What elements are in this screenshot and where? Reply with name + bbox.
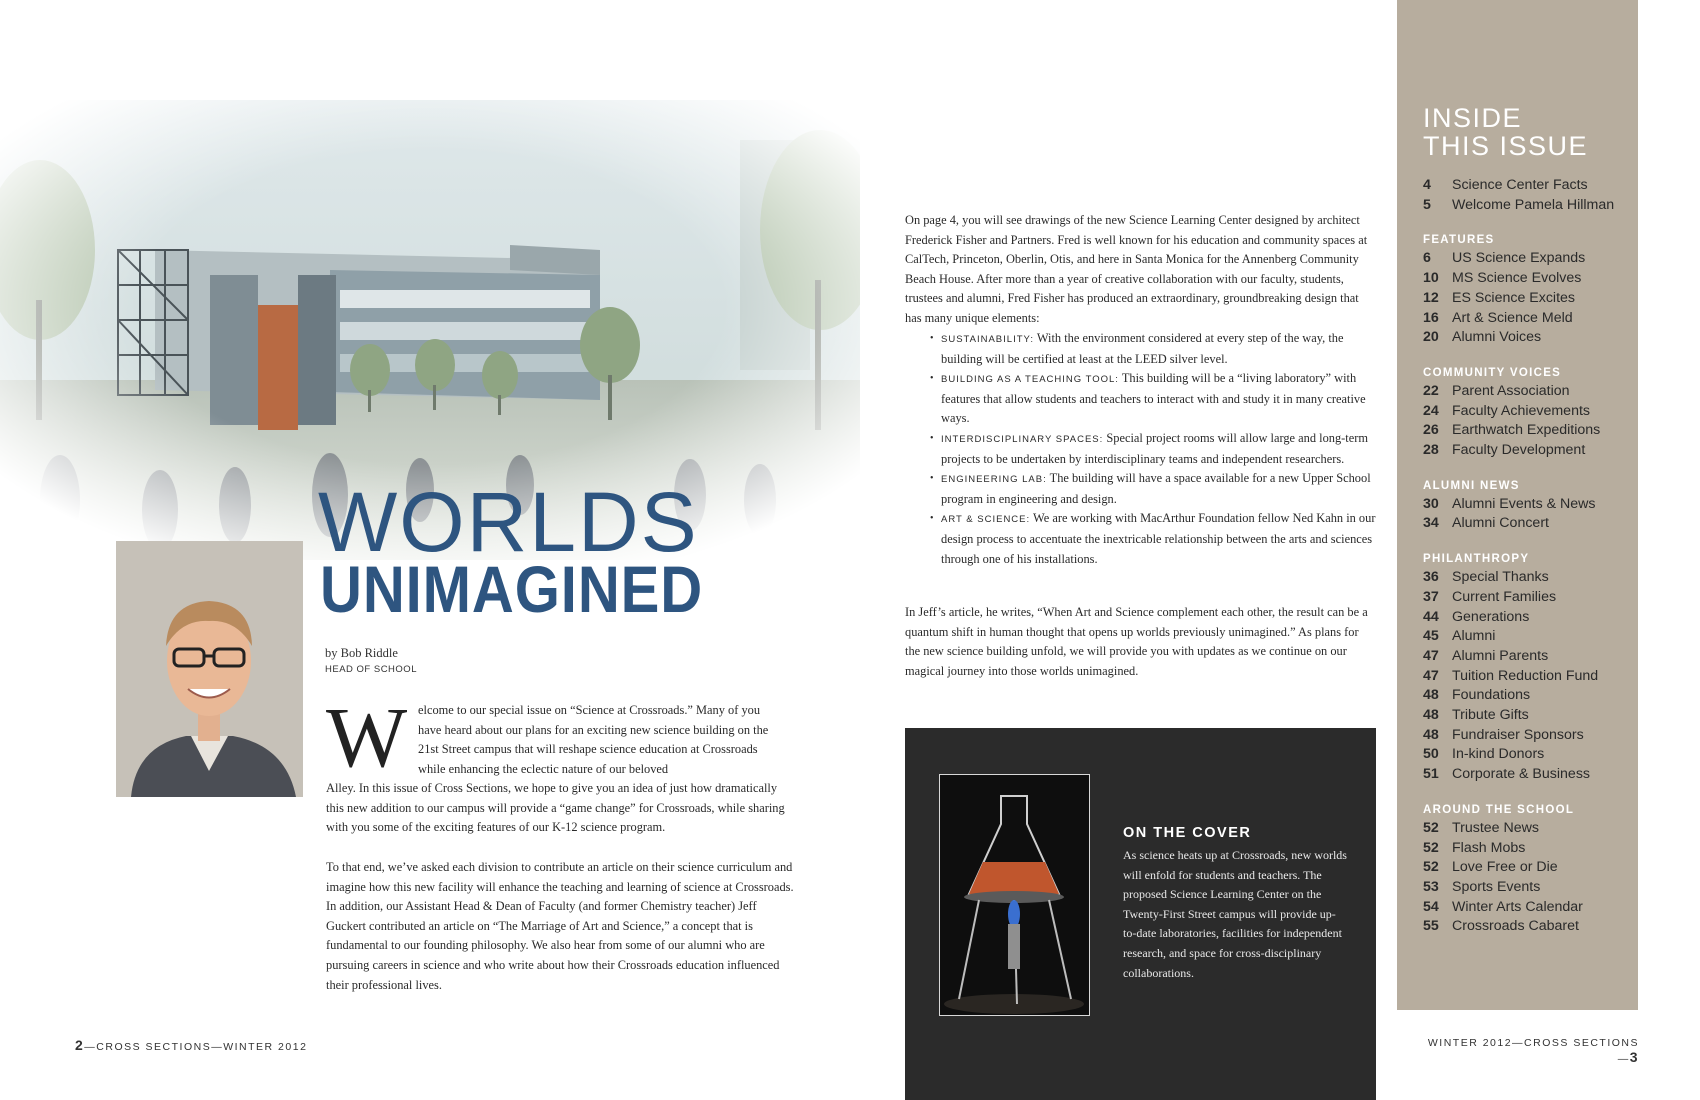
toc-item-title: Alumni Concert — [1452, 515, 1549, 532]
toc-item[interactable] — [1423, 309, 1638, 329]
toc-item-title: MS Science Evolves — [1452, 270, 1582, 287]
toc-item[interactable] — [1423, 765, 1638, 785]
toc-page-number: 20 — [1423, 329, 1439, 346]
toc-item[interactable] — [1423, 495, 1638, 515]
folio-right-text: WINTER 2012—CROSS SECTIONS— — [1427, 1037, 1639, 1065]
toc-section-heading: ALUMNI NEWS — [1423, 479, 1520, 492]
toc-page-number: 12 — [1423, 289, 1439, 306]
toc-item[interactable] — [1423, 421, 1638, 441]
toc-item-title: Tuition Reduction Fund — [1452, 667, 1599, 684]
toc-page-number: 47 — [1423, 647, 1439, 664]
cover-flask-photo — [939, 774, 1090, 1016]
bullet-text: The building will have a space available for a new Upper School program in engineering and design. — [941, 471, 1371, 506]
toc-item[interactable] — [1423, 706, 1638, 726]
toc-page-number: 47 — [1423, 667, 1439, 684]
right-paragraph-2: In Jeff’s article, he writes, “When Art and Science complement each other, the result can be a quantum shift in human thought that opens up worlds previously unimagined.” As plans for the new science building unfold, we will provide you with updates as we continue on our magical journey into those worlds unimagined. — [905, 605, 1368, 678]
toc-page-number: 44 — [1423, 608, 1439, 625]
toc-item[interactable] — [1423, 514, 1638, 534]
toc-item-title: Sports Events — [1452, 878, 1541, 895]
toc-section-heading: COMMUNITY VOICES — [1423, 366, 1562, 379]
toc-item-title: Crossroads Cabaret — [1452, 918, 1579, 935]
sidebar-title-line2: THIS ISSUE — [1423, 131, 1589, 161]
bullet-item — [930, 369, 1376, 429]
toc-page-number: 16 — [1423, 309, 1439, 326]
toc-item[interactable] — [1423, 898, 1638, 918]
toc-page-number: 54 — [1423, 898, 1439, 915]
byline-author: by Bob Riddle — [325, 646, 398, 660]
folio-right — [1424, 1037, 1639, 1065]
toc-item[interactable] — [1423, 269, 1638, 289]
bullet-item — [930, 469, 1376, 509]
toc-item-title: Welcome Pamela Hillman — [1452, 196, 1615, 213]
toc-page-number: 48 — [1423, 687, 1439, 704]
toc-page-number: 45 — [1423, 628, 1439, 645]
folio-left — [75, 1037, 307, 1053]
left-paragraph-1-first: elcome to our special issue on “Science at Crossroads.” Many of you have heard about our plans for an exciting new science building on the 21st Street campus that will reshape science education at Crossroads while enhancing the eclectic nature of our beloved — [418, 703, 769, 776]
page-number-left: 2 — [75, 1037, 85, 1053]
toc-page-number: 52 — [1423, 819, 1439, 836]
feature-bullet-list — [930, 329, 1376, 569]
toc-item[interactable] — [1423, 289, 1638, 309]
sidebar-title-line1: INSIDE — [1423, 103, 1523, 133]
cover-title: ON THE COVER — [1123, 825, 1252, 841]
bullet-label: INTERDISCIPLINARY SPACES: — [941, 433, 1104, 445]
bullet-label: SUSTAINABILITY: — [941, 334, 1034, 345]
toc-item[interactable] — [1423, 627, 1638, 647]
toc-page-number: 30 — [1423, 495, 1439, 512]
toc-item-title: Winter Arts Calendar — [1452, 898, 1583, 915]
toc-item[interactable] — [1423, 745, 1638, 765]
toc-page-number: 4 — [1423, 177, 1431, 193]
toc-page-number: 55 — [1423, 918, 1439, 935]
folio-left-text: —CROSS SECTIONS—WINTER 2012 — [84, 1041, 308, 1053]
bullet-item — [930, 509, 1376, 569]
toc-item-title: Special Thanks — [1452, 569, 1549, 586]
toc-item[interactable] — [1423, 402, 1638, 422]
table-of-contents — [1423, 176, 1638, 937]
page-number-right: 3 — [1629, 1049, 1639, 1065]
toc-page-number: 37 — [1423, 588, 1439, 605]
toc-item-title: Alumni Voices — [1452, 329, 1542, 346]
toc-item-title: US Science Expands — [1452, 250, 1586, 267]
toc-item-title: Alumni Parents — [1452, 647, 1549, 664]
toc-section-heading: AROUND THE SCHOOL — [1423, 803, 1575, 816]
right-paragraph-1: On page 4, you will see drawings of the new Science Learning Center designed by architect Frederick Fisher and Partners. Fred is well known for his education and community spaces at CalTech, Princeton, Oberlin, Otis, and here in Santa Monica for the Annenberg Community Beach House. After more than a year of creative collaboration with our faculty, students, trustees and alumni, Fred Fisher has produced an extraordinary, groundbreaking design that has many unique elements: — [905, 213, 1368, 325]
bullet-text: This building will be a “living laboratory” with features that allow students and teachers to interact with and study it in many creative ways. — [941, 371, 1366, 426]
bullet-text: We are working with MacArthur Foundation fellow Ned Kahn in our design process to accentuate the inextricable relationship between the arts and sciences through one of his installations. — [941, 511, 1376, 566]
toc-item[interactable] — [1423, 917, 1638, 937]
toc-item-title: Parent Association — [1452, 382, 1570, 399]
toc-page-number: 48 — [1423, 726, 1439, 743]
toc-item[interactable] — [1423, 647, 1638, 667]
toc-item-title: Love Free or Die — [1452, 859, 1558, 876]
toc-page-number: 6 — [1423, 250, 1431, 267]
toc-item-title: Flash Mobs — [1452, 839, 1526, 856]
toc-page-number: 52 — [1423, 839, 1439, 856]
headline-line1: WORLDS — [318, 475, 699, 569]
toc-page-number: 36 — [1423, 569, 1439, 586]
toc-item-title: Faculty Achievements — [1452, 402, 1590, 419]
toc-item-title: Alumni — [1452, 628, 1496, 645]
toc-item-title: Science Center Facts — [1452, 177, 1588, 193]
toc-item[interactable] — [1423, 878, 1638, 898]
toc-page-number: 26 — [1423, 422, 1439, 439]
bullet-label: ART & SCIENCE: — [941, 514, 1031, 526]
toc-item-title: Art & Science Meld — [1452, 309, 1573, 326]
toc-item-title: Corporate & Business — [1452, 766, 1591, 783]
bullet-text: Special project rooms will allow large and long-term projects to be undertaken by interdisciplinary teams and independent researchers. — [941, 430, 1368, 466]
bullet-label: ENGINEERING LAB: — [941, 474, 1047, 486]
toc-item[interactable] — [1423, 686, 1638, 706]
toc-item-title: Generations — [1452, 608, 1530, 625]
toc-item-title: Current Families — [1452, 588, 1557, 605]
sidebar-title — [1423, 104, 1588, 160]
toc-item-title: Fundraiser Sponsors — [1452, 726, 1584, 743]
toc-item[interactable] — [1423, 441, 1638, 461]
toc-item[interactable] — [1423, 196, 1638, 216]
toc-page-number: 48 — [1423, 707, 1439, 724]
drop-cap: W — [326, 689, 408, 785]
toc-item[interactable] — [1423, 839, 1638, 859]
toc-item-title: Tribute Gifts — [1452, 707, 1529, 724]
toc-item[interactable] — [1423, 819, 1638, 839]
bullet-item — [930, 429, 1376, 469]
toc-page-number: 5 — [1423, 196, 1431, 213]
toc-page-number: 34 — [1423, 515, 1439, 532]
toc-section-heading: PHILANTHROPY — [1423, 553, 1530, 566]
bullet-label: BUILDING AS A TEACHING TOOL: — [941, 374, 1119, 386]
author-portrait — [116, 541, 303, 797]
toc-page-number: 51 — [1423, 766, 1439, 783]
toc-page-number: 24 — [1423, 402, 1439, 419]
bullet-text: With the environment considered at every step of the way, the building will be certified at least at the LEED silver level. — [941, 331, 1344, 366]
toc-page-number: 50 — [1423, 746, 1439, 763]
toc-section-heading: FEATURES — [1423, 234, 1495, 247]
toc-item[interactable] — [1423, 667, 1638, 687]
toc-page-number: 53 — [1423, 878, 1439, 895]
toc-item-title: Trustee News — [1452, 819, 1539, 836]
toc-item[interactable] — [1423, 382, 1638, 402]
toc-item[interactable] — [1423, 176, 1638, 196]
toc-item-title: Foundations — [1452, 687, 1531, 704]
toc-item-title: In-kind Donors — [1452, 746, 1545, 763]
headline-line2: UNIMAGINED — [320, 552, 704, 626]
toc-page-number: 22 — [1423, 382, 1439, 399]
toc-item-title: Alumni Events & News — [1452, 495, 1596, 512]
toc-item-title: Faculty Development — [1452, 442, 1586, 459]
toc-item[interactable] — [1423, 249, 1638, 269]
toc-item[interactable] — [1423, 858, 1638, 878]
toc-page-number: 52 — [1423, 859, 1439, 876]
cover-text: As science heats up at Crossroads, new worlds will enfold for students and teachers. The proposed Science Learning Center on the Twenty-First Street campus will provide up-to-date laboratories, facilities for independent research, and space for cross-disciplinary collaborations. — [1123, 848, 1347, 980]
toc-item[interactable] — [1423, 726, 1638, 746]
left-paragraph-2: To that end, we’ve asked each division to contribute an article on their science curriculum and imagine how this new facility will enhance the teaching and learning of science at Crossroads. In addition, our Assistant Head & Dean of Faculty (and former Chemistry teacher) Jeff Guckert contributed an article on “The Marriage of Art and Science,” a concept that is fundamental to our founding philosophy. We also hear from some of our alumni who are pursuing careers in science and who write about how their Crossroads education influenced their professional lives. — [326, 860, 794, 992]
toc-item[interactable] — [1423, 328, 1638, 348]
left-paragraph-1-rest: Alley. In this issue of Cross Sections, we hope to give you an idea of just how dramatically this new addition to our campus will provide a “game change” for Crossroads, while sharing with you some of the exciting features of our K-12 science program. — [326, 781, 785, 835]
toc-item[interactable] — [1423, 568, 1638, 588]
toc-item-title: Earthwatch Expeditions — [1452, 422, 1601, 439]
toc-item[interactable] — [1423, 588, 1638, 608]
byline-role: HEAD OF SCHOOL — [325, 664, 417, 675]
bullet-item — [930, 329, 1376, 369]
toc-page-number: 28 — [1423, 442, 1439, 459]
toc-item[interactable] — [1423, 608, 1638, 628]
toc-item-title: ES Science Excites — [1452, 289, 1576, 306]
toc-page-number: 10 — [1423, 270, 1439, 287]
